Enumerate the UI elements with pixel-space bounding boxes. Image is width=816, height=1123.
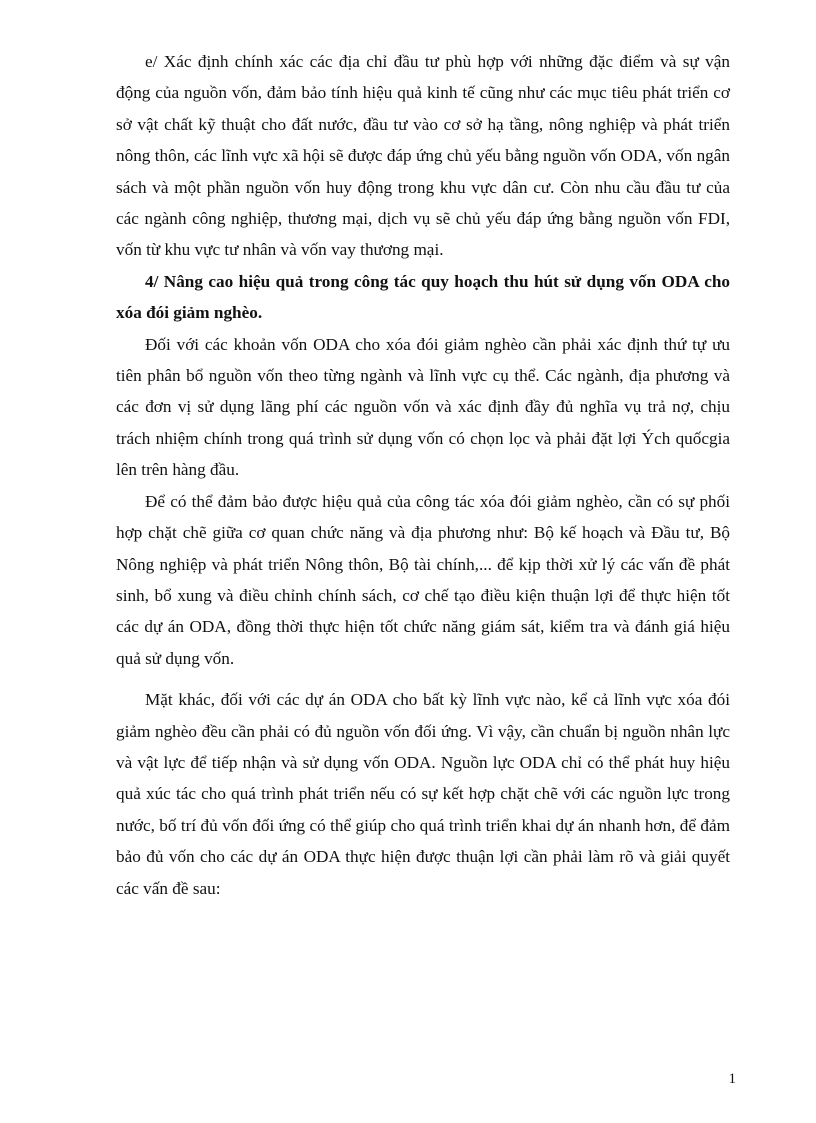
paragraph-investment-addresses: e/ Xác định chính xác các địa chỉ đầu tư phù hợp với những đặc điểm và sự vận động của nguồn vốn, đảm bảo tính hiệu quả kinh tế cũng như các mục tiêu phát triển cơ sở vật chất kỹ thuật cho đất nước, đầu tư vào cơ sở hạ tầng, nông nghiệp và phát triển nông thôn, các lĩnh vực xã hội sẽ được đáp ứng chủ yếu bằng nguồn vốn ODA, vốn ngân sách và một phần nguồn vốn huy động trong khu vực dân cư. Còn nhu cầu đầu tư của các ngành công nghiệp, thương mại, dịch vụ sẽ chủ yếu đáp ứng bằng nguồn vốn FDI, vốn từ khu vực tư nhân và vốn vay thương mại. bbox=[116, 52, 730, 260]
section-heading-oda-planning: 4/ Nâng cao hiệu quả trong công tác quy hoạch thu hút sử dụng vốn ODA cho xóa đói giảm nghèo. bbox=[116, 271, 730, 323]
paragraph-coordination: Để có thể đảm bảo được hiệu quả của công tác xóa đói giảm nghèo, cần có sự phối hợp chặt chẽ giữa cơ quan chức năng và địa phương như: Bộ kế hoạch và Đầu tư, Bộ Nông nghiệp và phát triển Nông thôn, Bộ tài chính,... để kịp thời xử lý các vấn đề phát sinh, bổ xung và điều chỉnh chính sách, cơ chế tạo điều kiện thuận lợi để thực hiện tốt các dự án ODA, đồng thời thực hiện tốt chức năng giám sát, kiểm tra và đánh giá hiệu quả sử dụng vốn. bbox=[116, 491, 730, 668]
document-page bbox=[116, 46, 730, 904]
paragraph-counterpart-funds: Mặt khác, đối với các dự án ODA cho bất kỳ lĩnh vực nào, kể cả lĩnh vực xóa đói giảm nghèo đều cần phải có đủ nguồn vốn đối ứng. Vì vậy, cần chuẩn bị nguồn nhân lực và vật lực để tiếp nhận và sử dụng vốn ODA. Nguồn lực ODA chỉ có thể phát huy hiệu quả xúc tác cho quá trình phát triển nếu có sự kết hợp chặt chẽ với các nguồn lực trong nước, bố trí đủ vốn đối ứng có thể giúp cho quá trình triển khai dự án nhanh hơn, để đảm bảo đủ vốn cho các dự án ODA thực hiện được thuận lợi cần phải làm rõ và giải quyết các vấn đề sau: bbox=[116, 690, 730, 898]
page-number: 1 bbox=[728, 1071, 736, 1087]
paragraph-oda-priority: Đối với các khoản vốn ODA cho xóa đói giảm nghèo cần phải xác định thứ tự ưu tiên phân bổ nguồn vốn theo từng ngành và lĩnh vực cụ thể. Các ngành, địa phương và các đơn vị sử dụng lãng phí các nguồn vốn và xác định đầy đủ nghĩa vụ trả nợ, chịu trách nhiệm chính trong quá trình sử dụng vốn có chọn lọc và phải đặt lợi Ých quốcgia lên trên hàng đầu. bbox=[116, 334, 730, 480]
